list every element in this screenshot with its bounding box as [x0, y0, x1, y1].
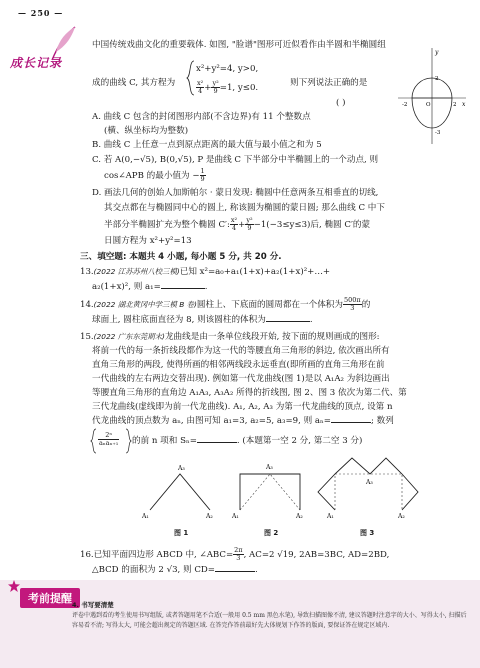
q15-answer-blank-2[interactable] — [197, 442, 237, 443]
page-number: — 250 — — [18, 8, 64, 18]
q15-answer-blank-1[interactable] — [331, 422, 371, 423]
q15-seq-frac: $\frac{\text{2ⁿ}}{\text{aₙaₙ₊₁}}$ — [99, 431, 119, 447]
q11-option-a-line1: A. 曲线 C 包含的封闭图形内部(不含边界)有 11 个整数点 — [92, 112, 311, 122]
svg-text:A₁: A₁ — [232, 513, 239, 520]
dragon-curve-figures — [140, 452, 440, 524]
svg-text:A₃: A₃ — [366, 479, 373, 486]
q15-line3: 直角三角形的两段, 使得所画的相邻两线段永远垂直(即所画的直角三角形在前 — [92, 360, 385, 370]
q11-option-d-line4: 日圆方程为 x²+y²=13 — [104, 236, 192, 246]
svg-text:A₃: A₃ — [266, 464, 273, 471]
svg-text:A₁: A₁ — [327, 513, 334, 520]
svg-text:-2: -2 — [402, 102, 408, 108]
right-brace-icon — [124, 428, 132, 454]
q11-case2: $\frac{\text{x²}}{4}$ + $\frac{\text{y²}}{9}$ =1, y≤0. — [197, 79, 259, 95]
q11-option-c-line2: cos∠APB 的最小值为 − $\frac{1}{9}$ — [104, 167, 205, 183]
q11-option-a-line2: (横、纵坐标均为整数) — [104, 126, 189, 136]
q11-face-figure — [396, 46, 468, 146]
svg-text:A₃: A₃ — [178, 465, 185, 472]
q15-line8: 的前 n 项和 Sₙ= . (本题第一空 2 分, 第二空 3 分) — [132, 436, 363, 446]
q14-line2: 球面上, 圆柱底面直径为 8, 则该圆柱的体积为 . — [92, 315, 313, 325]
q14-answer-blank[interactable] — [266, 321, 310, 322]
q11-line2a: 成的曲线 C, 其方程为 — [92, 78, 176, 88]
q14-line1: 14.(2022 湖北黄冈中学三模 B 卷)圆柱上、下底面的圆周都在一个体积为 $\frac{500\pi}{3}$ 的 — [80, 296, 371, 312]
svg-text:2: 2 — [453, 102, 457, 108]
q11-option-d-line3: 半部分半椭圆扩充为整个椭圆 C′: $\frac{\text{x²}}{4}$ + $\frac{\text{y²}}{9}$ −1(−3≤y≤3)后, 椭圆 C′的蒙 — [104, 216, 371, 232]
q15-line1: 15.(2022 广东东莞期末)龙曲线是由一条单位线段开始, 按下面的规则画成的图形: — [80, 332, 380, 342]
feather-icon — [48, 24, 78, 62]
figure-1-caption: 图 1 — [174, 529, 189, 537]
svg-text:O: O — [426, 102, 431, 108]
q11-option-d-line1: D. 画法几何的创始人加斯帕尔 · 蒙日发现: 椭圆中任意两条互相垂直的切线, — [92, 188, 379, 198]
svg-text:A₂: A₂ — [398, 513, 405, 520]
svg-text:2: 2 — [435, 76, 439, 82]
q11-option-d-line2: 其交点都在与椭圆同中心的圆上, 称该圆为椭圆的蒙日圆; 那么曲线 C 中下 — [104, 203, 385, 213]
q15-line5: 等腰直角三角形的直角边 A₁A₃, A₃A₂ 所得的折线图, 图 2、图 3 依次为第二代、第 — [92, 388, 407, 398]
figure-2 — [231, 464, 303, 520]
figure-3 — [318, 458, 418, 520]
q15-line7: 代龙曲线的顶点数为 aₙ, 由图可知 a₁=3, a₂=5, a₃=9, 则 aₙ= ; 数列 — [92, 416, 394, 426]
star-icon — [8, 580, 20, 592]
q11-answer-paren: ( ) — [336, 98, 346, 108]
q11-option-b: B. 曲线 C 上任意一点到原点距离的最大值与最小值之和为 5 — [92, 140, 322, 150]
q15-line2: 将前一代的每一条折线段都作为这一代的等腰直角三角形的斜边, 依次画出所有 — [92, 346, 390, 356]
svg-text:A₂: A₂ — [206, 513, 213, 520]
section-title: 三、填空题: 本题共 4 小题, 每小题 5 分, 共 20 分. — [80, 252, 282, 262]
svg-text:A₁: A₁ — [142, 513, 149, 520]
footer-tip-title: 考前提醒 — [20, 588, 80, 608]
q13-answer-blank[interactable] — [161, 288, 205, 289]
section-logo: 成长记录 — [10, 56, 63, 70]
q11-option-c-line1: C. 若 A(0,−√5), B(0,√5), P 是曲线 C 下半部分中半椭圆上的一个动点, 则 — [92, 155, 379, 165]
svg-text:A₂: A₂ — [296, 513, 303, 520]
footer-text: 评卷中遇到看的考生使用书写组版, 或者答题用笔不合适(一般用 0.5 mm 黑色水笔), 导致扫描图像不清, 建议答题时注意字的大小、写得太小, 扫描后容易看不清; 写得太大, 可能会超出规定的答题区域. 在答完作答前最好先大体规划下作答的版面, 要保证答在规定区域内. — [72, 612, 467, 629]
q16-line2: △BCD 的面积为 2 √3, 则 CD= . — [92, 565, 258, 575]
q13-line2: a₂(1+x)², 则 a₁= . — [92, 282, 208, 292]
q11-line2b: 则下列说法正确的是 — [290, 78, 368, 88]
left-brace-icon — [90, 428, 98, 454]
q15-line6: 三代龙曲线(虚线即为前一代龙曲线). A₁, A₂, A₃ 为第一代龙曲线的顶点, 设第 n — [92, 402, 393, 412]
q11-case1: x²+y²=4, y>0, — [196, 64, 259, 74]
svg-text:y: y — [435, 49, 439, 56]
q16-line1: 16.已知平面四边形 ABCD 中, ∠ABC= $\frac{2\pi}{3}$ , AC=2 √19, 2AB=3BC, AD=2BD, — [80, 546, 390, 562]
q16-answer-blank[interactable] — [215, 571, 255, 572]
svg-text:x: x — [462, 101, 466, 108]
figure-1 — [141, 465, 213, 520]
figure-3-caption: 图 3 — [360, 529, 375, 537]
svg-text:-3: -3 — [435, 130, 441, 136]
q13-line1: 13.(2022 江苏苏州八校三模)已知 x²=a₀+a₁(1+x)+a₂(1+x)²+…+ — [80, 267, 331, 277]
q11-line1: 中国传统戏曲文化的重要载体. 如图, "脸谱"图形可近似看作由半圆和半椭圆组 — [92, 40, 386, 50]
q15-line4: 一代曲线的左右两边交替出现). 例如第一代龙曲线(图 1)是以 A₁A₂ 为斜边画出 — [92, 374, 390, 384]
figure-2-caption: 图 2 — [264, 529, 279, 537]
footer-item-title: 4. 书写要清楚 — [72, 601, 114, 609]
cases-brace-icon — [186, 60, 196, 96]
